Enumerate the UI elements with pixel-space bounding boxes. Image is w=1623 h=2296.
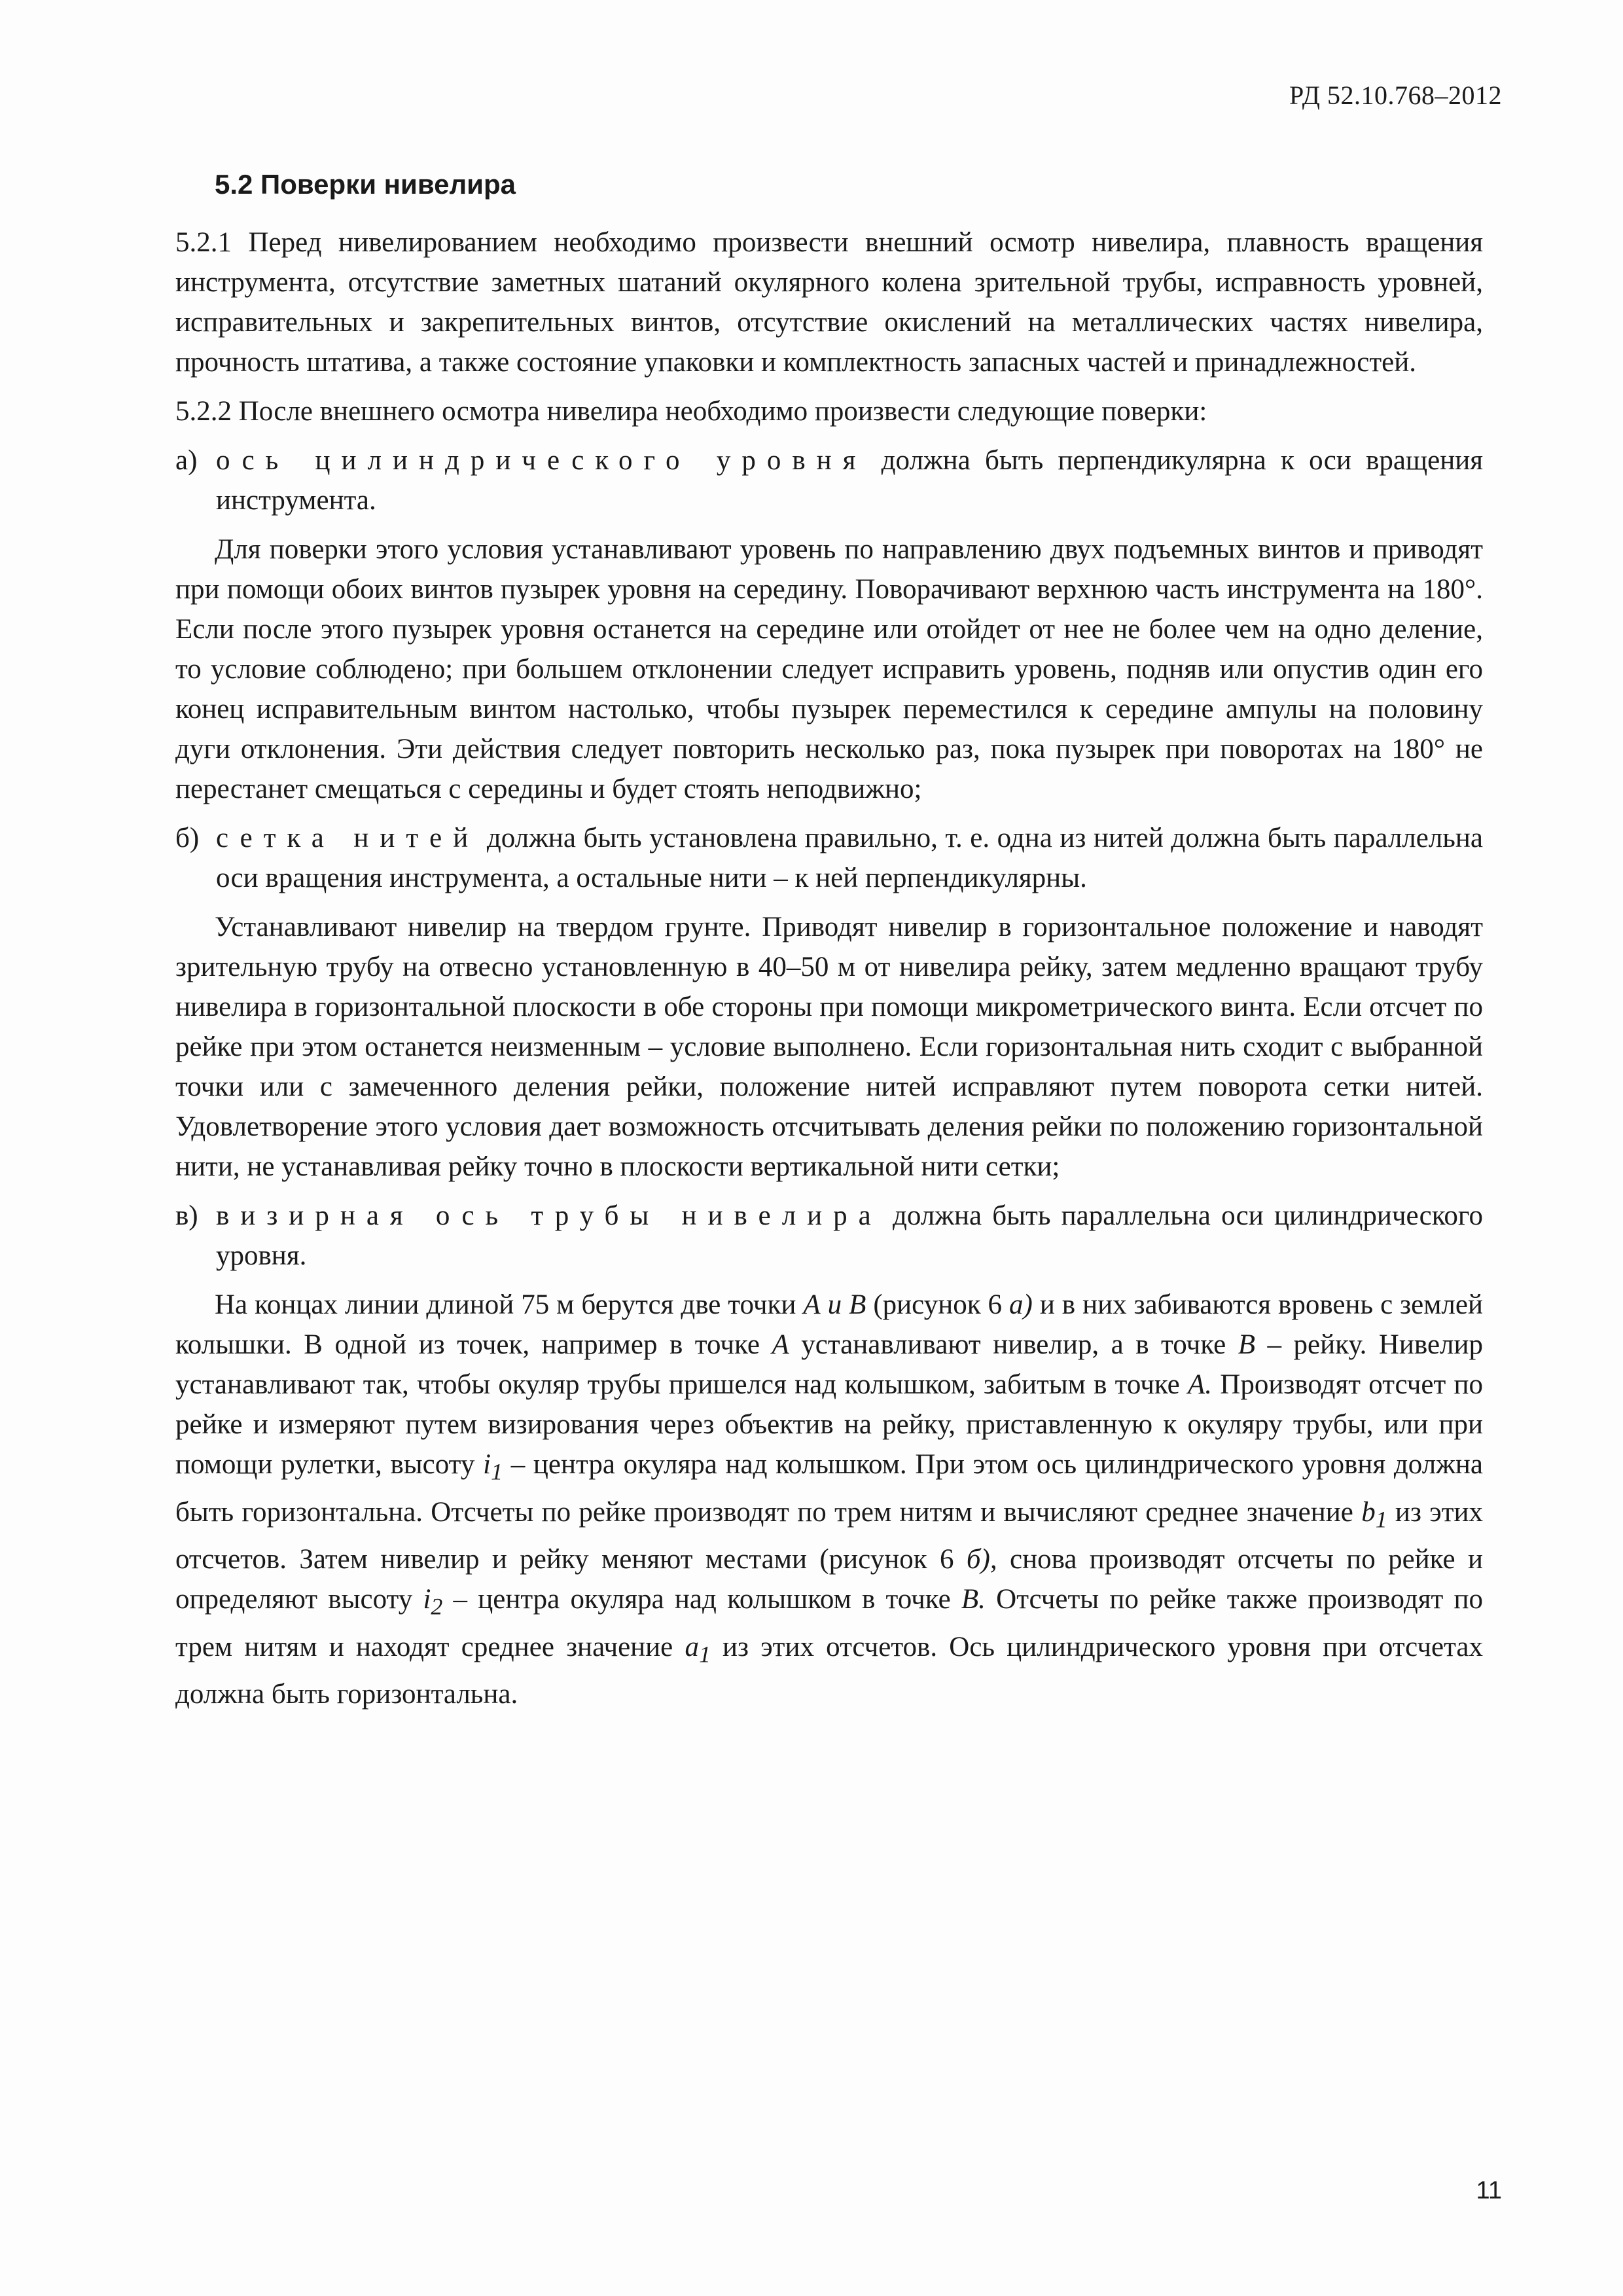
variable-letter: i xyxy=(423,1584,431,1615)
spaced-term-a: ось цилиндрического уровня xyxy=(216,445,867,476)
variable-i2 xyxy=(423,1584,443,1620)
variable-subscript: 2 xyxy=(431,1593,443,1620)
text-run: – рейку. Нивелир устанавливают так, чтобы окуляр трубы пришелся над колышком, забитым в точке xyxy=(175,1329,1484,1400)
list-item-c xyxy=(175,1196,1483,1276)
point-label: В xyxy=(1238,1329,1255,1360)
list-marker-a: а) xyxy=(175,445,198,476)
list-text-a xyxy=(216,440,1483,520)
list-text-a-rest: должна быть перпендикулярна к оси вращения инструмента. xyxy=(216,445,1483,516)
paragraph-sight-axis-check xyxy=(175,1285,1483,1714)
text-run: На концах линии длиной 75 м берутся две точки xyxy=(215,1289,804,1320)
variable-a1 xyxy=(685,1631,711,1668)
figure-ref-b: б), xyxy=(966,1544,997,1575)
paragraph-level-check: Для поверки этого условия устанавливают уровень по направлению двух подъемных винтов и приводят при помощи обоих винтов пузырек уровня на середину. Поворачивают верхнюю часть инструмента на 180°. Если после этого пузырек уровня останется на середине или отойдет от нее не более чем на одно деление, то условие соблюдено; при большем отклонении следует исправить уровень, подняв или опустив один его конец исправительным винтом настолько, чтобы пузырек переместился к середине ампулы на половину дуги отклонения. Эти действия следует повторить несколько раз, пока пузырек при поворотах на 180° не перестанет смещаться с середины и будет стоять неподвижно; xyxy=(175,534,1483,804)
point-labels: А и В xyxy=(803,1289,866,1320)
text-run: – центра окуляра над колышком в точке xyxy=(442,1584,961,1615)
text-run: из этих отсчетов. Ось цилиндрического уровня при отсчетах должна быть горизонтальна. xyxy=(175,1631,1483,1710)
variable-i1 xyxy=(483,1449,503,1485)
list-text-c xyxy=(216,1196,1483,1276)
list-item-b xyxy=(175,818,1483,898)
text-run: – центра окуляра над колышком. При этом ось цилиндрического уровня должна быть горизонтальна. Отсчеты по рейке производят по трем нитям и вычисляют среднее значение xyxy=(175,1449,1483,1528)
spaced-term-c: визирная ось трубы нивелира xyxy=(216,1200,882,1231)
text-run: из этих отсчетов. Затем нивелир и рейку меняют местами (рисунок 6 xyxy=(175,1496,1484,1575)
list-text-b xyxy=(216,818,1483,898)
point-label: В. xyxy=(961,1584,986,1615)
text-run: устанавливают нивелир, а в точке xyxy=(789,1329,1238,1360)
list-text-c-rest: должна быть параллельна оси цилиндрического уровня. xyxy=(216,1200,1483,1271)
variable-subscript: 1 xyxy=(491,1458,503,1485)
list-text-b-rest: должна быть установлена правильно, т. е. одна из нитей должна быть параллельна оси вращения инструмента, а остальные нити – к ней перпендикулярны. xyxy=(216,823,1483,893)
variable-b1 xyxy=(1361,1496,1387,1533)
list-item-a xyxy=(175,440,1483,520)
section-title: 5.2 Поверки нивелира xyxy=(215,169,516,200)
text-run: снова производят отсчеты по рейке и определяют высоту xyxy=(175,1544,1483,1615)
page-number: 11 xyxy=(1476,2177,1502,2204)
variable-subscript: 1 xyxy=(698,1641,711,1668)
text-run: (рисунок 6 xyxy=(866,1289,1010,1320)
list-marker-b: б) xyxy=(175,823,200,853)
spaced-term-b: сетка нитей xyxy=(216,823,480,853)
figure-ref-a: а) xyxy=(1009,1289,1033,1320)
text-run: Производят отсчет по рейке и измеряют путем визирования через объектив на рейку, приставленную к окуляру трубы, или при помощи рулетки, высоту xyxy=(175,1369,1483,1480)
variable-letter: a xyxy=(685,1631,699,1662)
list-marker-c: в) xyxy=(175,1200,198,1231)
point-label: А xyxy=(772,1329,789,1360)
paragraph-5-2-2: 5.2.2 После внешнего осмотра нивелира необходимо произвести следующие поверки: xyxy=(175,396,1207,427)
point-label: А. xyxy=(1188,1369,1213,1400)
paragraph-reticle-check: Устанавливают нивелир на твердом грунте. Приводят нивелир в горизонтальное положение и наводят зрительную трубу на отвесно установленную в 40–50 м от нивелира рейку, затем медленно вращают трубу нивелира в горизонтальной плоскости в обе стороны при помощи микрометрического винта. Если отсчет по рейке при этом останется неизменным – условие выполнено. Если горизонтальная нить сходит с выбранной точки или с замеченного деления рейки, положение нитей исправляют путем поворота сетки нитей. Удовлетворение этого условия дает возможность отсчитывать деления рейки по положению горизонтальной нити, не устанавливая рейку точно в плоскости вертикальной нити сетки; xyxy=(175,912,1483,1182)
variable-letter: i xyxy=(483,1449,491,1480)
text-run: Отсчеты по рейке также производят по трем нитям и находят среднее значение xyxy=(175,1584,1483,1662)
document-body xyxy=(175,223,1483,1723)
variable-subscript: 1 xyxy=(1375,1506,1387,1533)
document-code: РД 52.10.768–2012 xyxy=(1289,81,1502,110)
text-run: и в них забиваются вровень с землей колышки. В одной из точек, например в точке xyxy=(175,1289,1483,1360)
variable-letter: b xyxy=(1361,1496,1376,1528)
paragraph-5-2-1: 5.2.1 Перед нивелированием необходимо произвести внешний осмотр нивелира, плавность вращения инструмента, отсутствие заметных шатаний окулярного колена зрительной трубы, исправность уровней, исправительных и закрепительных винтов, отсутствие окислений на металлических частях нивелира, прочность штатива, а также состояние упаковки и комплектность запасных частей и принадлежностей. xyxy=(175,227,1483,378)
